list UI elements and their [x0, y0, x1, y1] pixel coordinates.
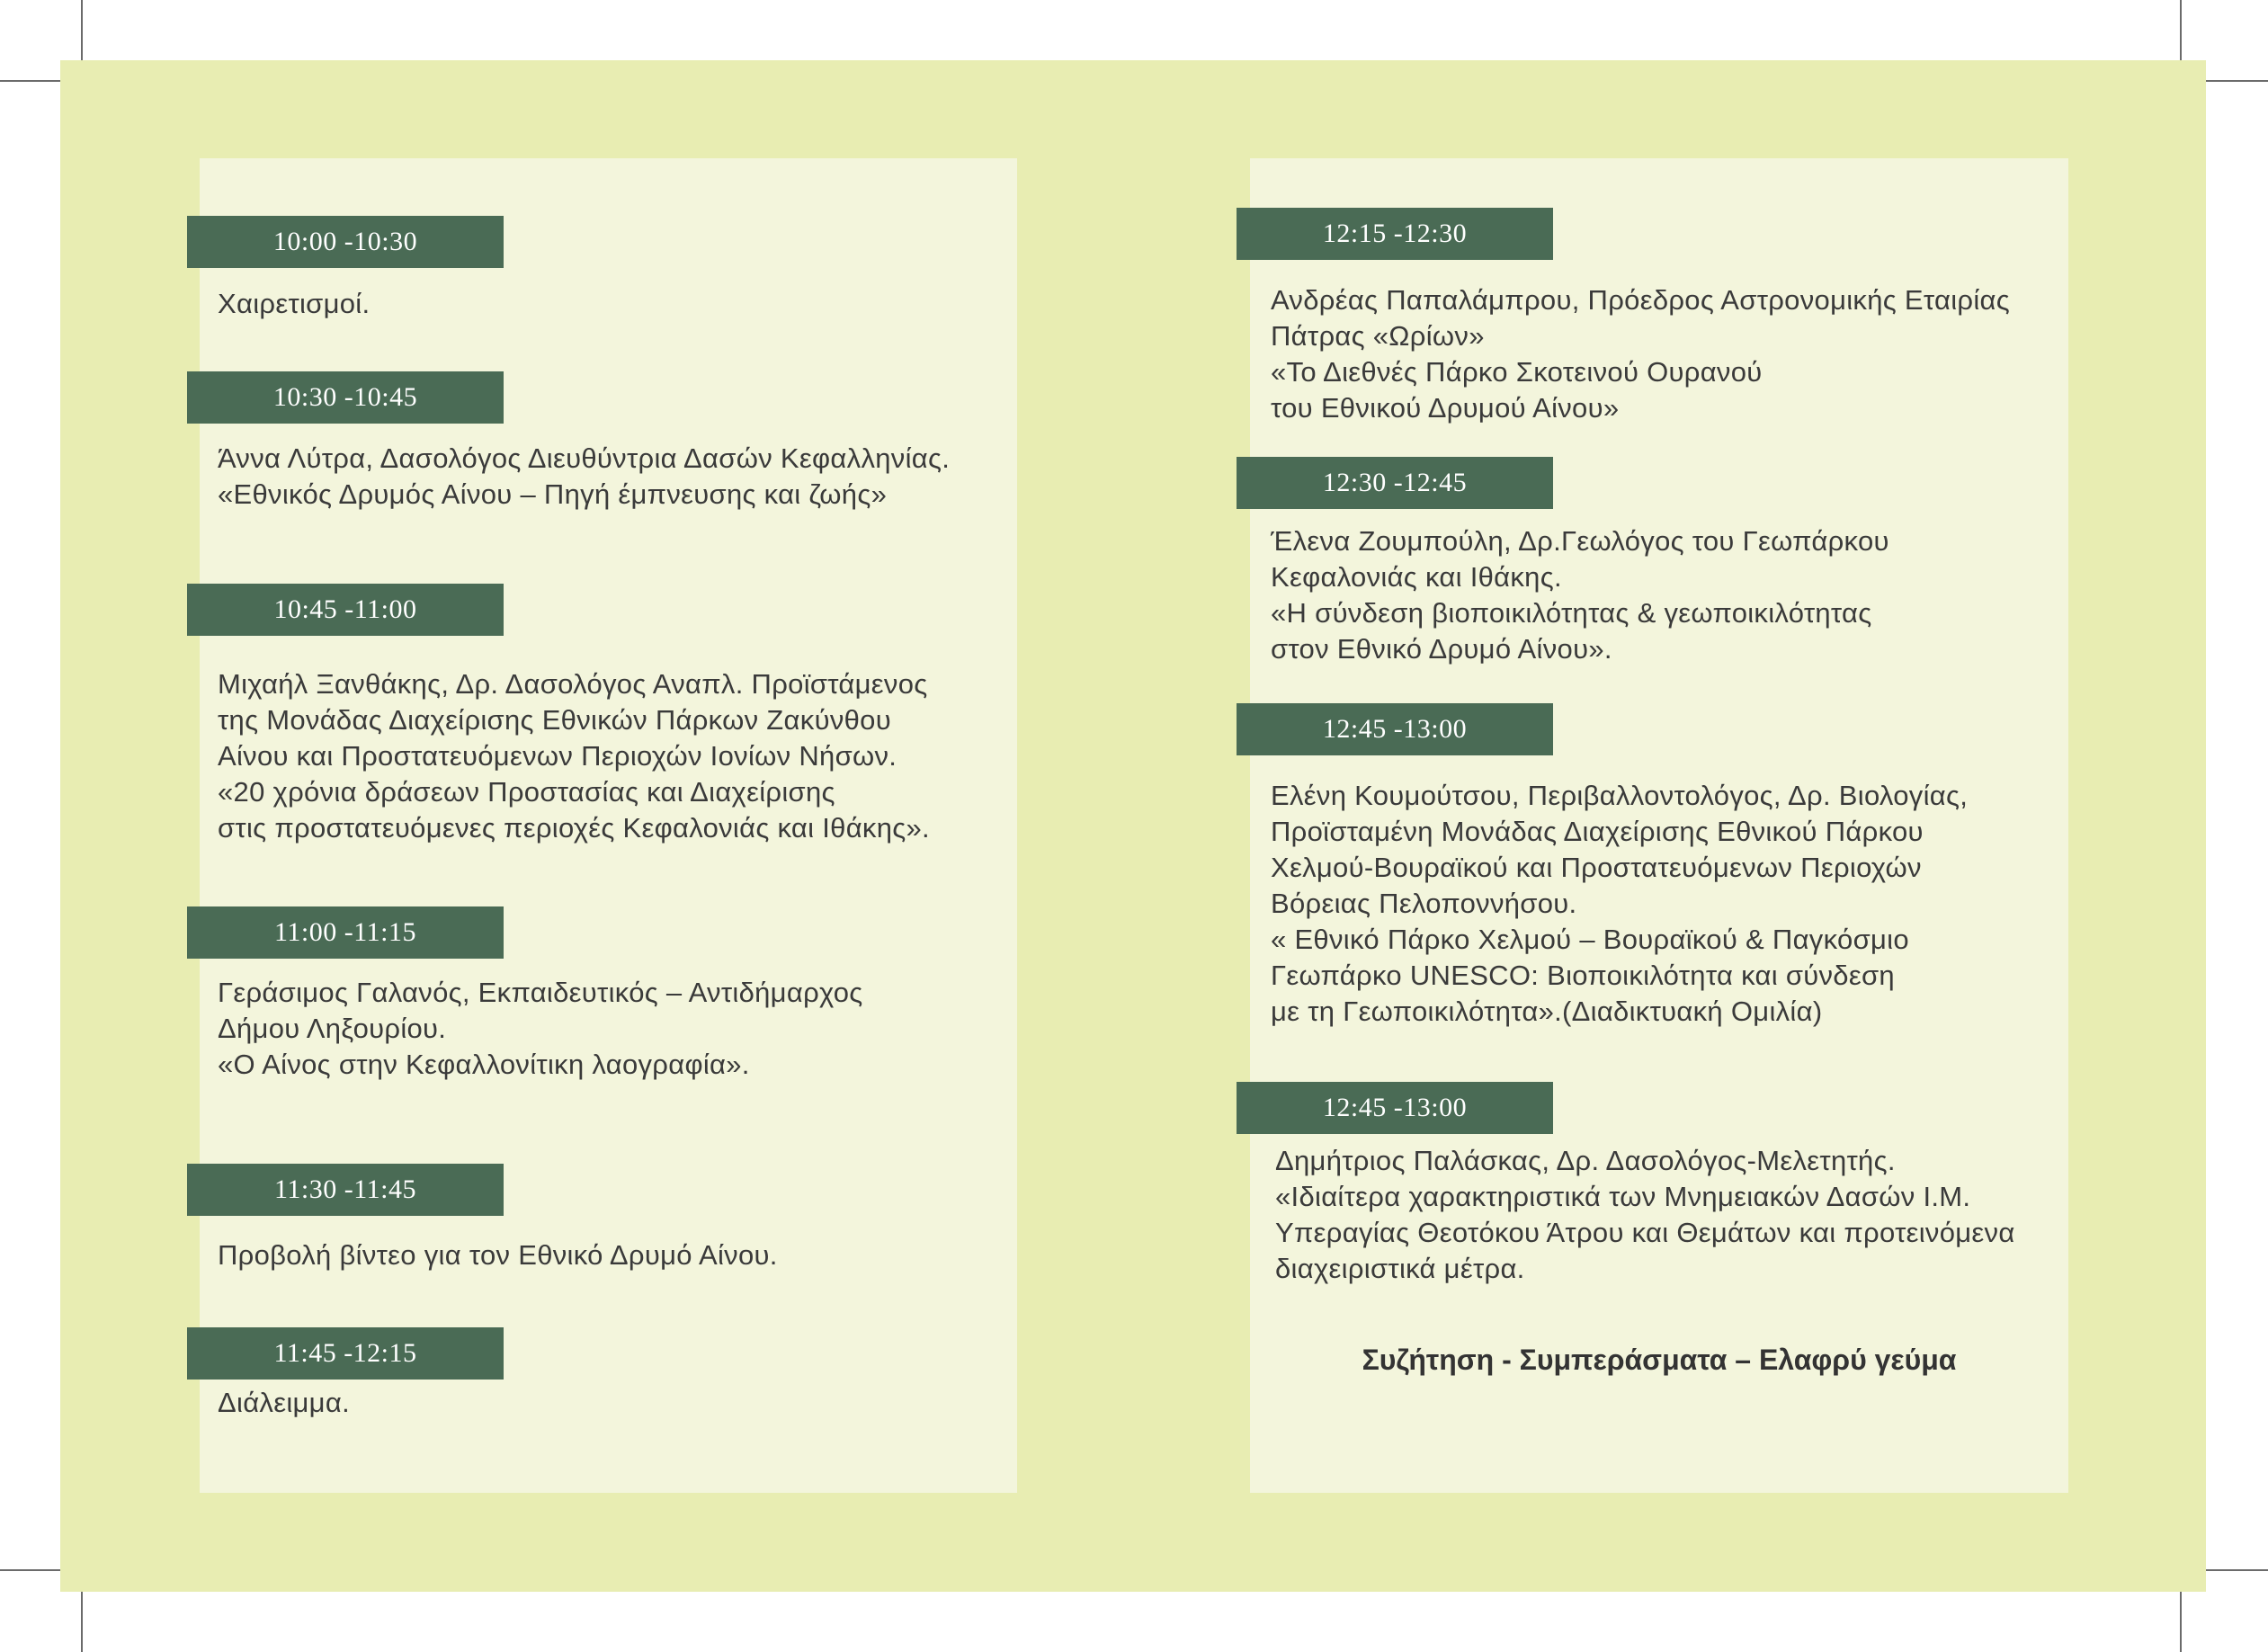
time-badge: 12:30 -12:45 — [1237, 457, 1553, 509]
session-line: Δημήτριος Παλάσκας, Δρ. Δασολόγος-Μελετητής. — [1275, 1145, 1896, 1176]
session-line: Πάτρας «Ωρίων» — [1271, 320, 1485, 352]
session-text — [218, 1385, 350, 1421]
session-line: στις προστατευόμενες περιοχές Κεφαλονιάς και Ιθάκης». — [218, 812, 930, 844]
session-text — [1271, 778, 1968, 1030]
time-badge: 10:45 -11:00 — [187, 584, 504, 636]
session-text — [218, 1237, 778, 1273]
session-line: Διάλειμμα. — [218, 1387, 350, 1418]
session-line: Γεράσιμος Γαλανός, Εκπαιδευτικός – Αντιδήμαρχος — [218, 977, 863, 1008]
session-line: με τη Γεωποικιλότητα».(Διαδικτυακή Ομιλία) — [1271, 996, 1823, 1027]
session-line: Χελμού-Βουραϊκού και Προστατευόμενων Περιοχών — [1271, 852, 1922, 883]
session-line: Προβολή βίντεο για τον Εθνικό Δρυμό Αίνου. — [218, 1239, 778, 1271]
crop-mark — [2180, 1587, 2182, 1652]
session-text — [218, 975, 863, 1083]
session-line: της Μονάδας Διαχείρισης Εθνικών Πάρκων Ζακύνθου — [218, 704, 891, 736]
session-line: Προϊσταμένη Μονάδας Διαχείρισης Εθνικού Πάρκου — [1271, 816, 1924, 847]
session-line: Χαιρετισμοί. — [218, 288, 371, 319]
crop-mark — [81, 1587, 83, 1652]
crop-mark — [2203, 1569, 2268, 1571]
session-line: «20 χρόνια δράσεων Προστασίας και Διαχείρισης — [218, 776, 835, 808]
session-text — [1275, 1143, 2015, 1287]
session-line: Ανδρέας Παπαλάμπρου, Πρόεδρος Αστρονομικής Εταιρίας — [1271, 284, 2010, 316]
crop-mark — [0, 80, 65, 82]
session-line: «Ιδιαίτερα χαρακτηριστικά των Μνημειακών Δασών Ι.Μ. — [1275, 1181, 1971, 1212]
session-text — [218, 666, 930, 846]
time-badge: 11:00 -11:15 — [187, 906, 504, 959]
session-line: «Η σύνδεση βιοποικιλότητας & γεωποικιλότητας — [1271, 597, 1872, 629]
crop-mark — [0, 1569, 65, 1571]
session-line: στον Εθνικό Δρυμό Αίνου». — [1271, 633, 1612, 665]
time-badge: 10:00 -10:30 — [187, 216, 504, 268]
session-line: «Το Διεθνές Πάρκο Σκοτεινού Ουρανού — [1271, 356, 1763, 388]
session-line: του Εθνικού Δρυμού Αίνου» — [1271, 392, 1620, 424]
time-badge: 12:15 -12:30 — [1237, 208, 1553, 260]
time-badge: 10:30 -10:45 — [187, 371, 504, 424]
session-line: διαχειριστικά μέτρα. — [1275, 1253, 1525, 1284]
time-badge: 12:45 -13:00 — [1237, 703, 1553, 755]
session-line: Άννα Λύτρα, Δασολόγος Διευθύντρια Δασών Κεφαλληνίας. — [218, 442, 951, 474]
session-line: Μιχαήλ Ξανθάκης, Δρ. Δασολόγος Αναπλ. Προϊστάμενος — [218, 668, 928, 700]
session-line: « Εθνικό Πάρκο Χελμού – Βουραϊκού & Παγκόσμιο — [1271, 924, 1909, 955]
time-badge: 12:45 -13:00 — [1237, 1082, 1553, 1134]
session-line: «Εθνικός Δρυμός Αίνου – Πηγή έμπνευσης και ζωής» — [218, 478, 888, 510]
session-line: Αίνου και Προστατευόμενων Περιοχών Ιονίων Νήσων. — [218, 740, 897, 772]
session-line: Δήμου Ληξουρίου. — [218, 1013, 447, 1044]
crop-mark — [2180, 0, 2182, 65]
session-text — [1271, 523, 1889, 667]
crop-mark — [81, 0, 83, 65]
session-line: Βόρειας Πελοποννήσου. — [1271, 888, 1577, 919]
time-badge: 11:30 -11:45 — [187, 1164, 504, 1216]
session-line: Κεφαλονιάς και Ιθάκης. — [1271, 561, 1562, 593]
session-text — [1271, 282, 2010, 426]
session-line: Έλενα Ζουμπούλη, Δρ.Γεωλόγος του Γεωπάρκου — [1271, 525, 1889, 557]
session-text — [218, 286, 370, 322]
session-line: Υπεραγίας Θεοτόκου Άτρου και Θεμάτων και προτεινόμενα — [1275, 1217, 2015, 1248]
session-line: Γεωπάρκο UNESCO: Βιοποικιλότητα και σύνδεση — [1271, 960, 1895, 991]
crop-mark — [2203, 80, 2268, 82]
session-line: Ελένη Κουμούτσου, Περιβαλλοντολόγος, Δρ. Βιολογίας, — [1271, 780, 1969, 811]
session-text — [218, 441, 950, 513]
closing-note: Συζήτηση - Συμπεράσματα – Ελαφρύ γεύμα — [1362, 1344, 1957, 1376]
time-badge: 11:45 -12:15 — [187, 1327, 504, 1380]
session-line: «Ο Αίνος στην Κεφαλλονίτικη λαογραφία». — [218, 1049, 750, 1080]
